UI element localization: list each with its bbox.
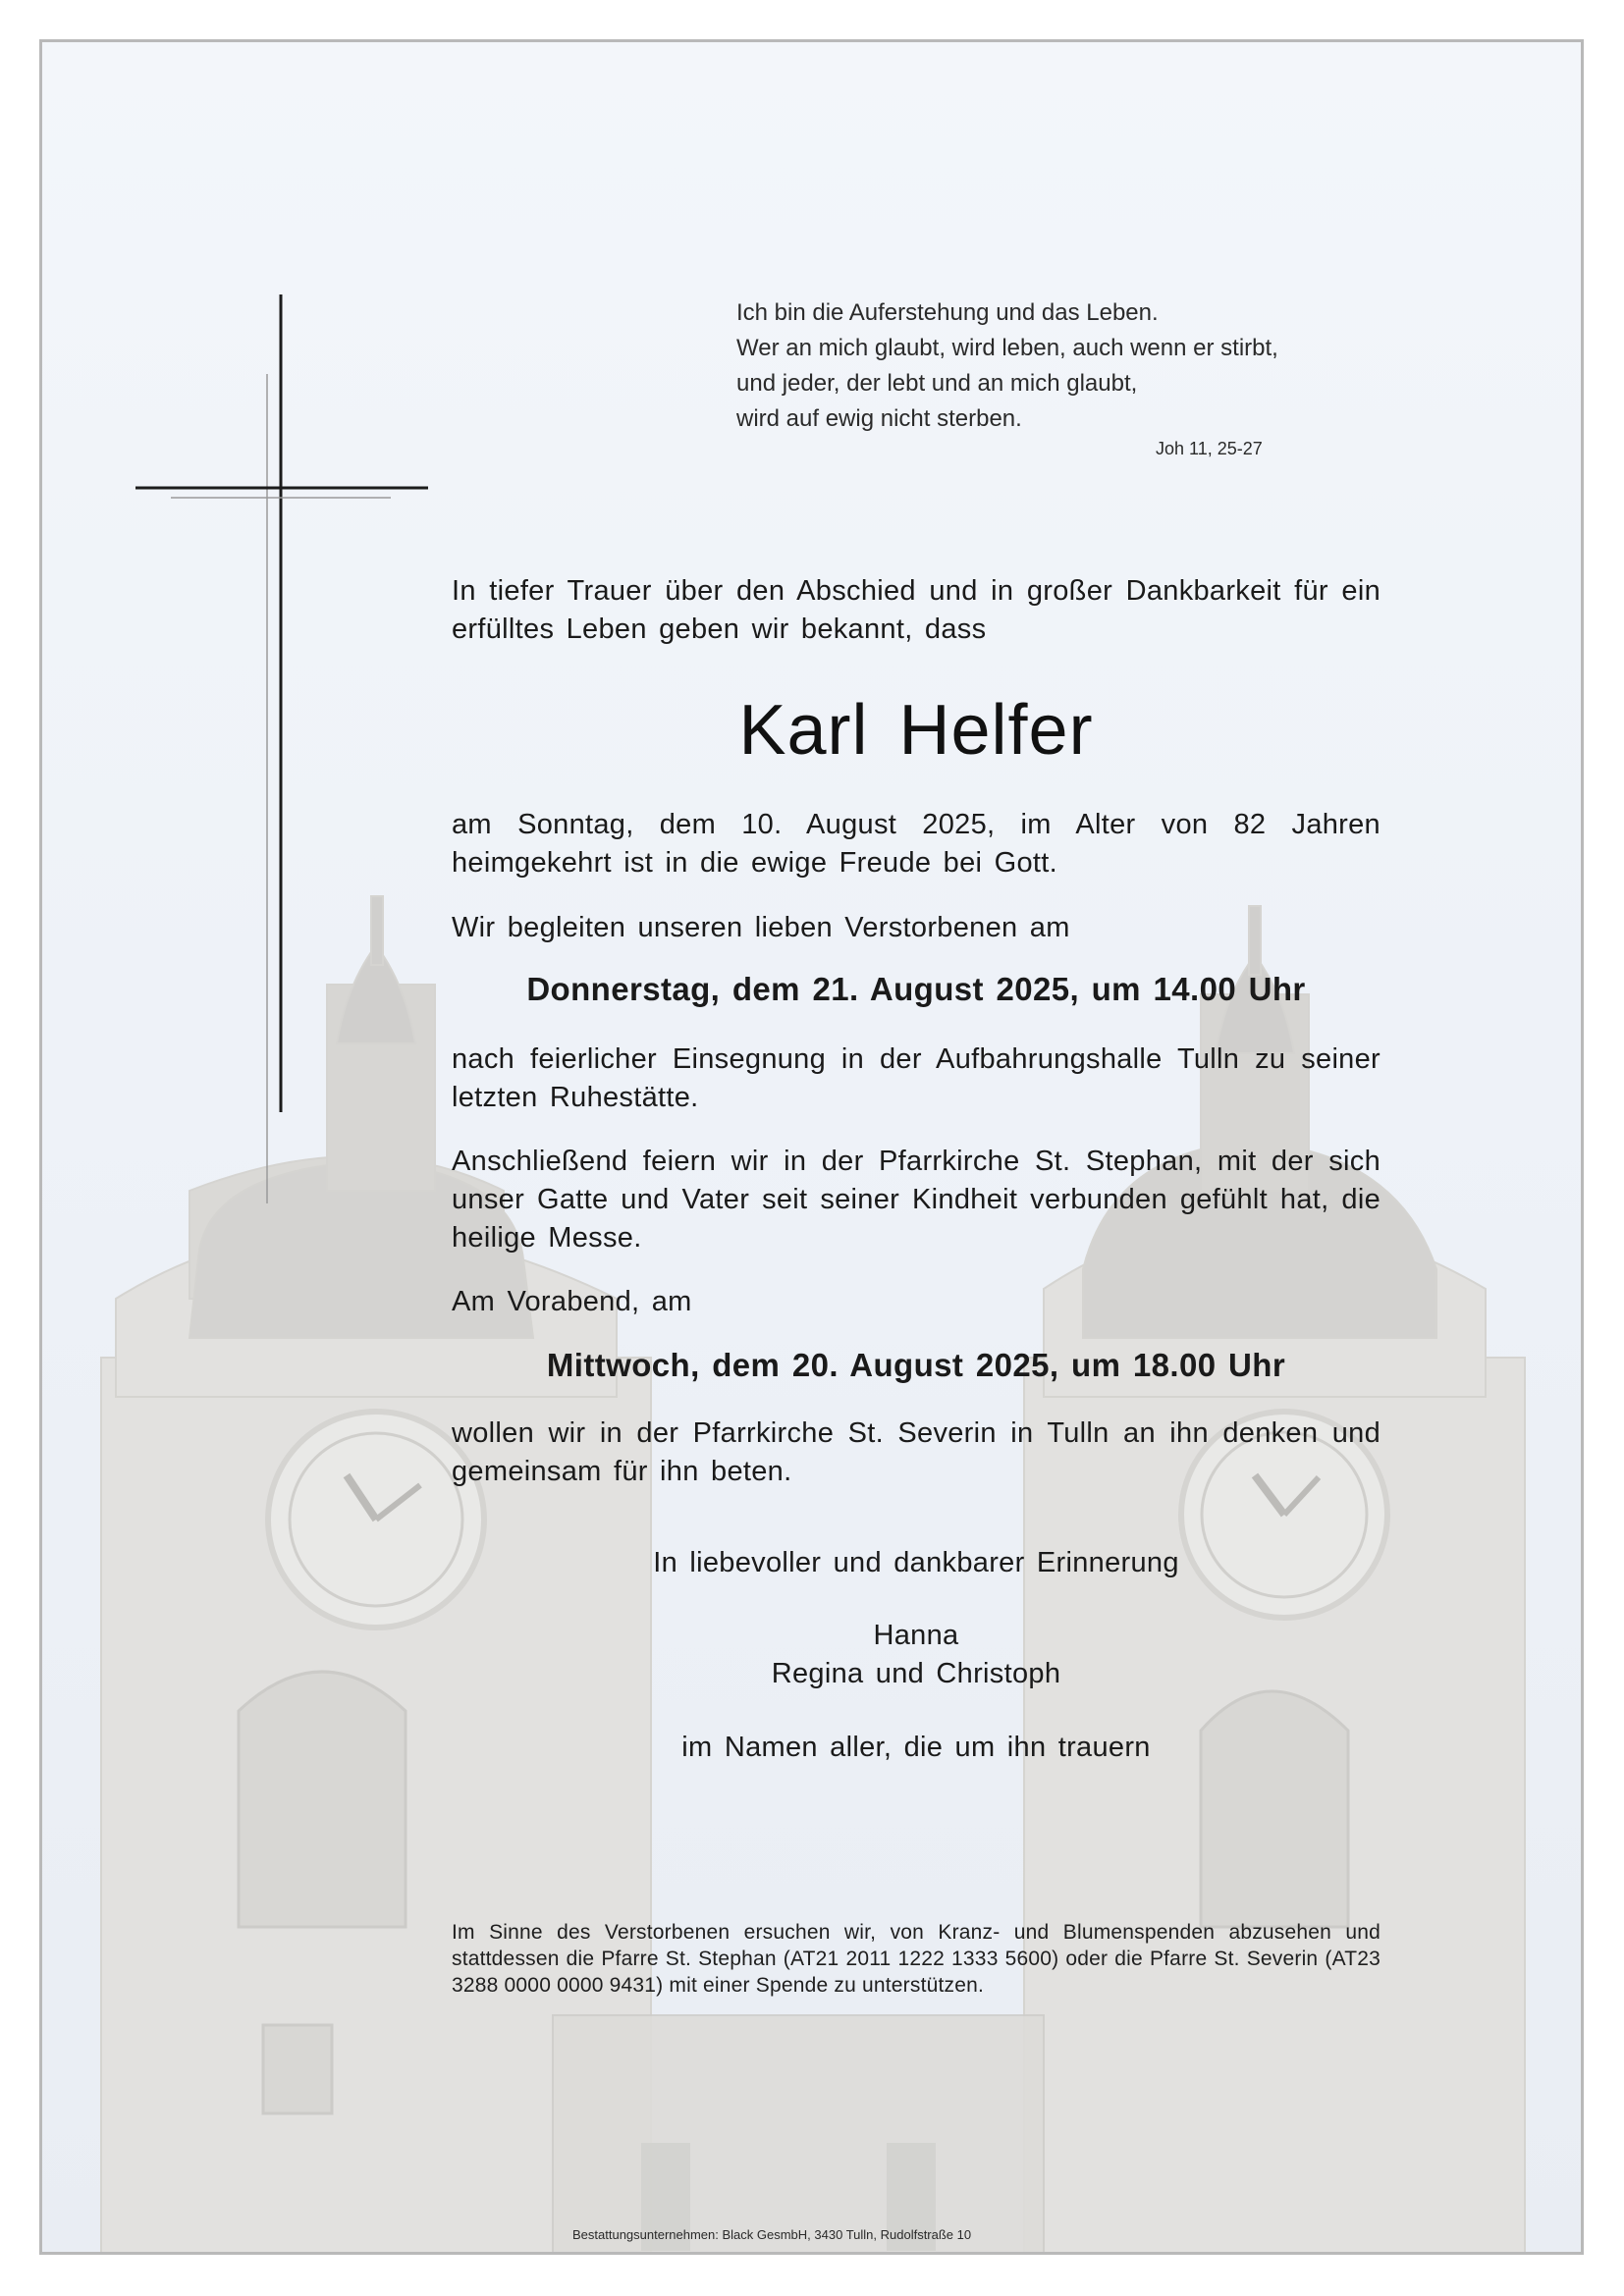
eve-intro: Am Vorabend, am — [452, 1286, 692, 1317]
remembrance-text: In liebevoller und dankbarer Erinnerung — [653, 1547, 1179, 1578]
mourner-name: Regina und Christoph — [771, 1658, 1061, 1689]
quote-line: wird auf ewig nicht sterben. — [736, 405, 1022, 432]
quote-line: und jeder, der lebt und an mich glaubt, — [736, 370, 1138, 397]
mourner-name: Hanna — [873, 1620, 959, 1651]
donation-note: Im Sinne des Verstorbenen ersuchen wir, von Kranz- und Blumenspenden abzusehen und stattdessen die Pfarre St. Stephan (AT21 2011 1222 1333 5600) oder die Pfarre St. Severin (AT23 3288 0000 0000 9431) mit einer Spende zu unterstützen. — [452, 1921, 1380, 1997]
funeral-place: nach feierlicher Einsegnung in der Aufbahrungshalle Tulln zu seiner letzten Ruhestätte. — [452, 1043, 1380, 1113]
intro-text: In tiefer Trauer über den Abschied und in großer Dankbarkeit für ein erfülltes Leben geben wir bekannt, dass — [452, 575, 1380, 645]
notice-frame — [39, 39, 1584, 2255]
funeral-date: Donnerstag, dem 21. August 2025, um 14.00 Uhr — [526, 971, 1306, 1007]
funeral-home-footer: Bestattungsunternehmen: Black GesmbH, 3430 Tulln, Rudolfstraße 10 — [572, 2227, 972, 2242]
cross-icon — [42, 42, 435, 1220]
closing-text: im Namen aller, die um ihn trauern — [681, 1732, 1151, 1763]
quote-line: Ich bin die Auferstehung und das Leben. — [736, 299, 1159, 326]
deceased-name: Karl Helfer — [738, 691, 1094, 770]
death-notice: am Sonntag, dem 10. August 2025, im Alter von 82 Jahren heimgekehrt ist in die ewige Freude bei Gott. — [452, 809, 1380, 879]
quote-line: Wer an mich glaubt, wird leben, auch wenn er stirbt, — [736, 335, 1278, 361]
mass-text: Anschließend feiern wir in der Pfarrkirche St. Stephan, mit der sich unser Gatte und Vater seit seiner Kindheit verbunden gefühlt hat, die heilige Messe. — [452, 1146, 1380, 1254]
bible-quote — [736, 295, 1443, 437]
eve-date: Mittwoch, dem 20. August 2025, um 18.00 Uhr — [546, 1347, 1286, 1383]
quote-reference: Joh 11, 25-27 — [1156, 439, 1263, 458]
eve-text: wollen wir in der Pfarrkirche St. Severin in Tulln an ihn denken und gemeinsam für ihn beten. — [452, 1417, 1380, 1487]
funeral-intro: Wir begleiten unseren lieben Verstorbenen am — [452, 912, 1070, 943]
